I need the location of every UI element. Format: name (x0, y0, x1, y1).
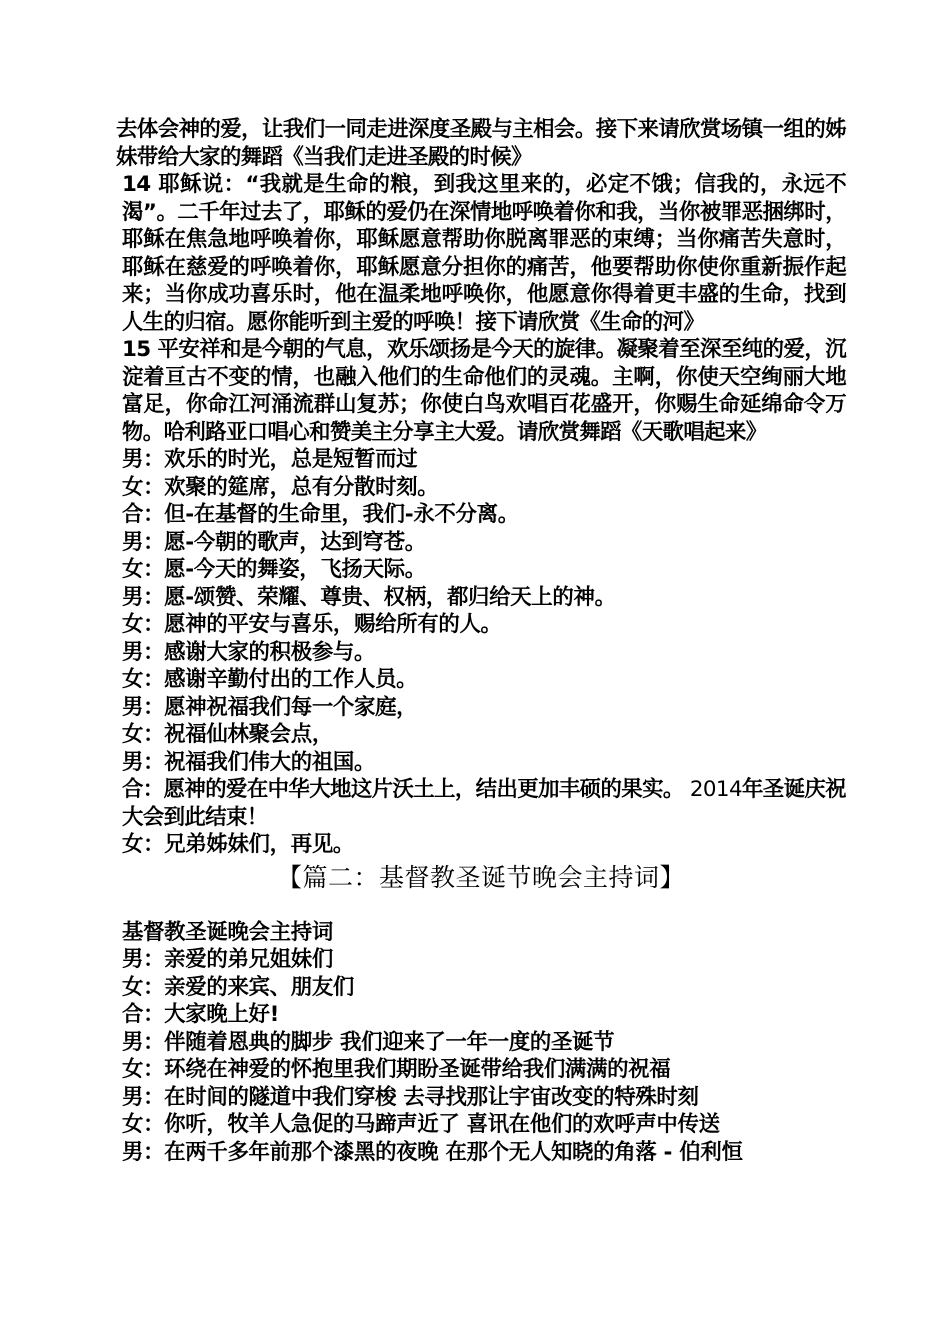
paragraph-14-bread-of-life: 14 耶稣说：“我就是生命的粮，到我这里来的，必定不饿；信我的，永远不渴”。二千年过去了，耶稣的爱仍在深情地呼唤着你和我，当你被罪恶捆绑时，耶稣在焦急地呼唤着你，耶稣愿意帮助你脱离罪恶的束缚；当你痛苦失意时，耶稣在慈爱的呼唤着你，耶稣愿意分担你的痛苦，他要帮助你使你重新振作起来；当你成功喜乐时，他在温柔地呼唤你，他愿意你得着更丰盛的生命，找到人生的归宿。愿你能听到主爱的呼唤！接下请欣赏《生命的河》 (122, 172, 846, 335)
dialogue-line: 男：伴随着恩典的脚步 我们迎来了一年一度的圣诞节 (122, 1029, 615, 1055)
farewell-line: 女：兄弟姊妹们，再见。 (122, 832, 354, 857)
paragraph-15-peace: 15 平安祥和是今朝的气息，欢乐颂扬是今天的旋律。凝聚着至深至纯的爱，沉淀着亘古不变的情，也融入他们的生命他们的灵魂。主啊，你使天空绚丽大地富足，你命江河涌流群山复苏；你使白鸟欢唱百花盛开，你赐生命延绵命令万物。哈利路亚口唱心和赞美主分享主大爱。请欣赏舞蹈《天歌唱起来》 (122, 337, 846, 445)
document-body (116, 116, 846, 1166)
dialogue-line: 男：欢乐的时光，总是短暂而过 (122, 447, 418, 472)
dialogue-line: 女：感谢辛勤付出的工作人员。 (122, 667, 418, 692)
dialogue-line: 女：你听，牧羊人急促的马蹄声近了 喜讯在他们的欢呼声中传送 (122, 1112, 720, 1137)
paragraph-dance-intro: 去体会神的爱，让我们一同走进深度圣殿与主相会。接下来请欣赏场镇一组的姊妹带给大家的舞蹈《当我们走进圣殿的时候》 (116, 117, 846, 170)
dialogue-line: 合：大家晚上好! (122, 1002, 280, 1027)
dialogue-line: 男：愿-颂赞、荣耀、尊贵、权柄，都归给天上的神。 (122, 584, 616, 610)
dialogue-line: 男：祝福我们伟大的祖国。 (122, 749, 376, 775)
dialogue-line: 女：祝福仙林聚会点， (122, 722, 333, 747)
dialogue-line: 男：感谢大家的积极参与。 (122, 639, 376, 665)
dialogue-line: 女：环绕在神爱的怀抱里我们期盼圣诞带给我们满满的祝福 (122, 1057, 671, 1082)
closing-dialogue (116, 446, 846, 776)
dialogue-line: 男：亲爱的弟兄姐妹们 (122, 947, 333, 972)
dialogue-line: 合：但-在基督的生命里，我们-永不分离。 (122, 502, 519, 527)
section-heading: 【篇二：基督教圣诞节晚会主持词】 (276, 862, 685, 892)
section2-script (116, 919, 846, 1167)
dialogue-line: 男：愿神祝福我们每一个家庭， (122, 694, 418, 720)
closing-part1: 合：愿神的爱在中华大地这片沃土上，结出更加丰硕的果实。 (122, 777, 684, 802)
dialogue-line: 女：亲爱的来宾、朋友们 (122, 974, 354, 1000)
dialogue-line: 女：愿神的平安与喜乐，赐给所有的人。 (122, 612, 502, 637)
closing-statement (116, 776, 846, 831)
dialogue-line: 男：在两千多年前那个漆黑的夜晚 在那个无人知晓的角落 - 伯利恒 (122, 1139, 743, 1165)
section2-title: 基督教圣诞晚会主持词 (122, 919, 333, 945)
closing-year: 2014 (683, 777, 742, 802)
closing-part2: 年圣诞庆祝大会到此结束！ (122, 777, 846, 830)
dialogue-line: 女：愿-今天的舞姿，飞扬天际。 (122, 557, 426, 582)
dialogue-line: 男：愿-今朝的歌声，达到穹苍。 (122, 529, 426, 555)
dialogue-line: 男：在时间的隧道中我们穿梭 去寻找那让宇宙改变的特殊时刻 (122, 1084, 699, 1110)
dialogue-line: 女：欢聚的筵席，总有分散时刻。 (122, 474, 439, 500)
